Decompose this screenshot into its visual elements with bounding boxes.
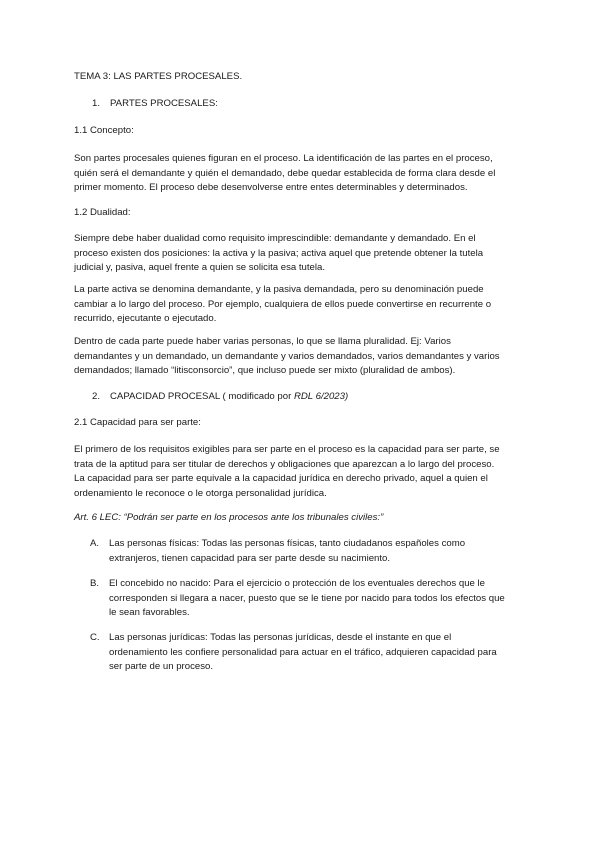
dualidad-paragraph-2: La parte activa se denomina demandante, y la pasiva demandada, pero su denominación puede cambiar a lo largo del proceso. Por ejemplo, cualquiera de ellos puede convertirse en recurrente o recurrido, ejecutante o ejecutado. [74,284,492,325]
dualidad-heading: 1.2 Dualidad: [74,207,131,218]
dualidad-paragraph-1: Siempre debe haber dualidad como requisito imprescindible: demandante y demandado. En el proceso existen dos posiciones: la activa y la pasiva; activa aquel que pretende obtener la tutela judicial y, pasiva, aquel frente a quien se solicita esa tutela. [74,233,484,274]
list-item-letter: A. [90,538,100,549]
list-item-letter: C. [90,632,100,643]
section-1-heading [74,97,538,112]
capacidad-paragraph: El primero de los requisitos exigibles para ser parte en el proceso es la capacidad para ser parte, se trata de la aptitud para ser titular de derechos y obligaciones que aparezcan a lo largo del proceso. La capacidad para ser parte equivale a la capacidad jurídica en derecho privado, aquel a quien el ordenamiento le reconoce o le otorga personalidad jurídica. [74,444,500,499]
dualidad-paragraph-3: Dentro de cada parte puede haber varias personas, lo que se llama pluralidad. Ej: Varios demandantes y un demandado, un demandante y varios demandados, varios demandantes y varios demandados; llamado “litisconsorcio”, que incluso puede ser mixto (pluralidad de ambos). [74,336,500,377]
list-item-letter: B. [90,578,100,589]
list-item-body: El concebido no nacido: Para el ejercicio o protección de los eventuales derechos que le corresponden si llegara a nacer, puesto que se le tiene por nacido para todos los efectos que le sean favorables. [109,578,505,619]
article-quote: Art. 6 LEC: “Podrán ser parte en los procesos ante los tribunales civiles:” [74,512,384,523]
list-item-body: Las personas jurídicas: Todas las personas jurídicas, desde el instante en que el ordenamiento les confiere personalidad para actuar en el tráfico, adquieren capacidad para ser parte de un proceso. [109,632,497,673]
list-item-body: Las personas físicas: Todas las personas físicas, tanto ciudadanos españoles como extranjeros, tienen capacidad para ser parte desde su nacimiento. [109,538,466,564]
concepto-paragraph: Son partes procesales quienes figuran en el proceso. La identificación de las partes en el proceso, quién será el demandante y quién el demandado, debe quedar establecida de forma clara desde el primer momento. El proceso debe desenvolverse entre entes determinables y determinados. [74,153,496,194]
list-item [90,577,520,621]
section-2-number: 2. [92,391,101,402]
list-item [90,631,520,675]
list-item [90,537,520,566]
section-1-number: 1. [92,98,101,109]
section-1-title: PARTES PROCESALES: [110,98,218,109]
document-title: TEMA 3: LAS PARTES PROCESALES. [74,71,243,82]
capacidad-heading: 2.1 Capacidad para ser parte: [74,417,201,428]
section-2-heading [74,390,538,405]
section-2-title-italic: RDL 6/2023) [293,391,349,402]
concepto-heading: 1.1 Concepto: [74,125,134,136]
section-2-title: CAPACIDAD PROCESAL ( modificado por [110,391,294,402]
